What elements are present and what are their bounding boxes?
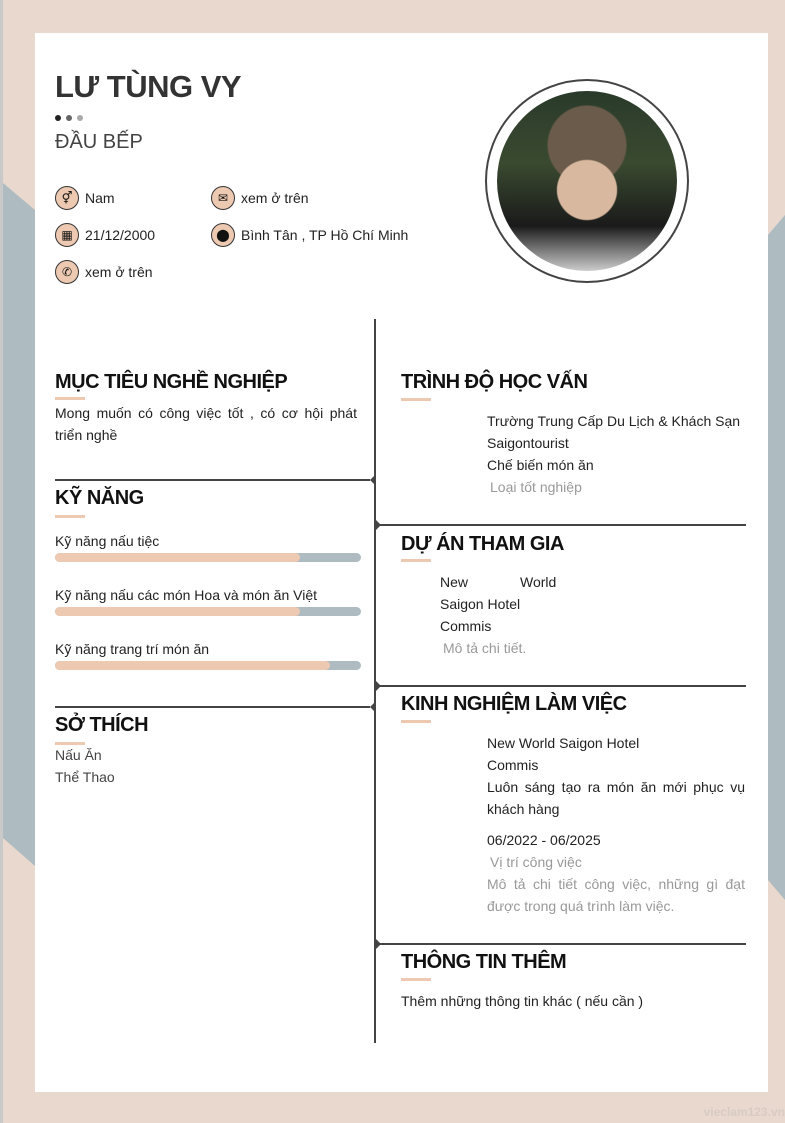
phone-icon: ✆ [55,260,79,284]
arrow [376,939,381,949]
skill-bar-fill [55,607,300,616]
gender-info [55,186,115,210]
objective-text: Mong muốn có công việc tốt , có cơ hội phát triển nghề [55,405,357,443]
company: New World Saigon Hotel [487,735,640,751]
arrow [370,702,375,712]
candidate-name: LƯ TÙNG VY [55,69,242,104]
gender-icon: ⚥ [55,186,79,210]
dob-text: 21/12/2000 [85,227,156,243]
underline [401,978,431,981]
extra-text: Thêm những thông tin khác ( nếu cần ) [401,993,644,1009]
underline [401,720,431,723]
underline [55,397,85,400]
project-name: World [520,574,557,590]
divider [380,685,746,687]
divider [55,706,370,708]
extra-title: THÔNG TIN THÊM [401,951,567,973]
period: 06/2022 - 06/2025 [487,832,601,848]
major: Chế biến món ăn [487,457,594,473]
skill-label: Kỹ năng trang trí món ăn [55,641,210,657]
email-text: xem ở trên [241,190,309,206]
phone-info [55,260,153,284]
projects-title: DỰ ÁN THAM GIA [401,533,564,555]
project-role: Commis [440,618,492,634]
skill-bar [55,661,361,670]
underline [401,559,431,562]
project-name: Saigon Hotel [440,596,521,612]
hobbies-title: SỞ THÍCH [55,714,149,736]
address-text: Bình Tân , TP Hồ Chí Minh [241,227,409,243]
skill-bar-fill [55,661,330,670]
divider [380,524,746,526]
dob-info [55,223,155,247]
email-info [211,186,309,210]
dots [55,115,83,121]
skill-bar [55,607,361,616]
email-icon: ✉ [211,186,235,210]
right-decor [768,215,785,900]
location-icon: ⬤ [211,223,235,247]
address-info [211,223,408,247]
phone-text: xem ở trên [85,264,153,280]
calendar-icon: ▦ [55,223,79,247]
experience-detail: Mô tả chi tiết công việc, những gì đạt được trong quá trình làm việc. [487,876,745,914]
objective-title: MỤC TIÊU NGHỀ NGHIỆP [55,371,288,393]
skill-bar [55,553,361,562]
cv-page [35,33,768,1092]
gender-text: Nam [85,190,115,206]
left-decor [3,183,35,866]
arrow [376,520,381,530]
experience-title: KINH NGHIỆM LÀM VIỆC [401,693,627,715]
avatar [485,79,689,283]
edge [0,0,3,1123]
divider [55,479,370,481]
education-title: TRÌNH ĐỘ HỌC VẤN [401,371,588,393]
arrow [376,681,381,691]
role: Commis [487,757,539,773]
skills-title: KỸ NĂNG [55,487,144,509]
project-desc: Mô tả chi tiết. [443,640,527,656]
skill-bar-fill [55,553,300,562]
school-name: Trường Trung Cấp Du Lịch & Khách Sạn Saigontourist [487,413,741,451]
grade: Loại tốt nghiệp [490,479,582,495]
hobby-item: Nấu Ăn [55,747,102,763]
arrow [370,475,375,485]
watermark: vieclam123.vn [703,1105,785,1119]
skill-label: Kỹ năng nấu tiệc [55,533,160,549]
job-title: ĐẦU BẾP [55,131,143,153]
skill-label: Kỹ năng nấu các món Hoa và món ăn Việt [55,587,318,603]
position: Vị trí công việc [490,854,582,870]
project-name: New [440,574,469,590]
experience-desc: Luôn sáng tạo ra món ăn mới phục vụ khách hàng [487,779,745,817]
underline [401,398,431,401]
underline [55,515,85,518]
hobby-item: Thể Thao [55,769,115,785]
divider [380,943,746,945]
